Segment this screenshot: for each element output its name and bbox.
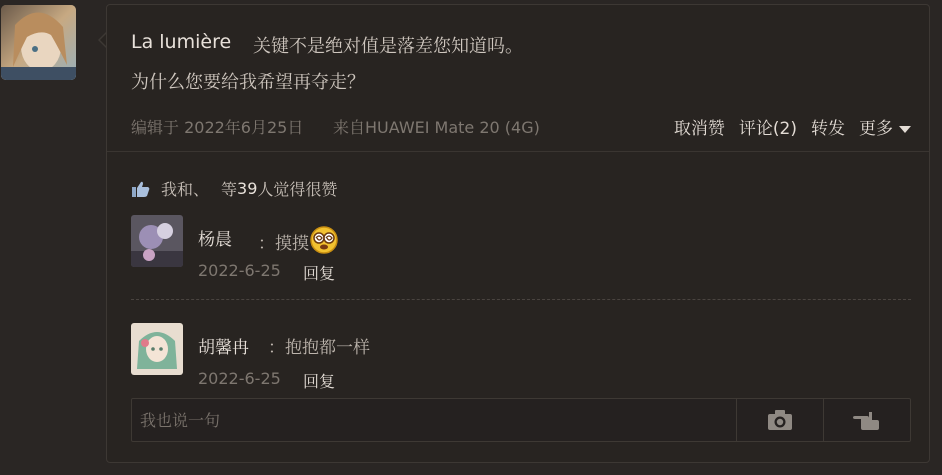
comment-reply-button[interactable]: 回复 (303, 264, 336, 283)
post-date: 编辑于 2022年6月25日 (131, 118, 304, 137)
comment-reply-button[interactable]: 回复 (303, 372, 336, 391)
commenter-name[interactable]: 杨晨 (198, 230, 232, 250)
more-button[interactable] (859, 114, 911, 139)
likes-suffix: 人觉得很赞 (257, 180, 338, 199)
comment-button[interactable]: 评论(2) (738, 119, 797, 139)
post-card (106, 4, 930, 463)
comment-date: 2022-6-25 (198, 261, 281, 280)
dizzy-face-emoji-icon (309, 225, 339, 255)
repost-button[interactable]: 转发 (811, 119, 845, 139)
photo-button[interactable] (736, 399, 823, 441)
reply-box (131, 398, 911, 442)
comment-text-content: ：摸摸 (258, 234, 309, 254)
more-label: 更多 (859, 119, 893, 139)
likes-count[interactable]: 39 (237, 179, 258, 198)
divider (107, 151, 929, 152)
likes-summary (131, 177, 337, 200)
poster-avatar[interactable] (1, 5, 76, 80)
chevron-down-icon (899, 126, 911, 133)
commenter-name[interactable]: 胡馨冉 (198, 338, 249, 358)
comment-date: 2022-6-25 (198, 369, 281, 388)
thumbs-up-icon (131, 180, 151, 198)
likes-mid: 等 (221, 180, 238, 199)
post-text-line1: 关键不是绝对值是落差您知道吗。 (253, 36, 523, 57)
post-text-line2: 为什么您要给我希望再夺走？ (131, 72, 365, 93)
likes-prefix[interactable]: 我和、 (161, 180, 210, 199)
camera-icon (767, 409, 793, 431)
reply-input[interactable] (132, 399, 736, 441)
commenter-avatar[interactable] (131, 215, 183, 267)
pointing-hand-icon (853, 408, 881, 432)
post-source: 来自HUAWEI Mate 20 (4G) (333, 118, 540, 137)
post-actions (674, 114, 911, 139)
comment-text (258, 225, 339, 255)
commenter-avatar[interactable] (131, 323, 183, 375)
like-button[interactable] (823, 399, 910, 441)
post-author-name[interactable]: La lumière (131, 31, 232, 53)
comment-text: ：抱抱都一样 (268, 338, 370, 358)
comment-divider (131, 299, 911, 300)
unlike-button[interactable]: 取消赞 (673, 119, 725, 139)
